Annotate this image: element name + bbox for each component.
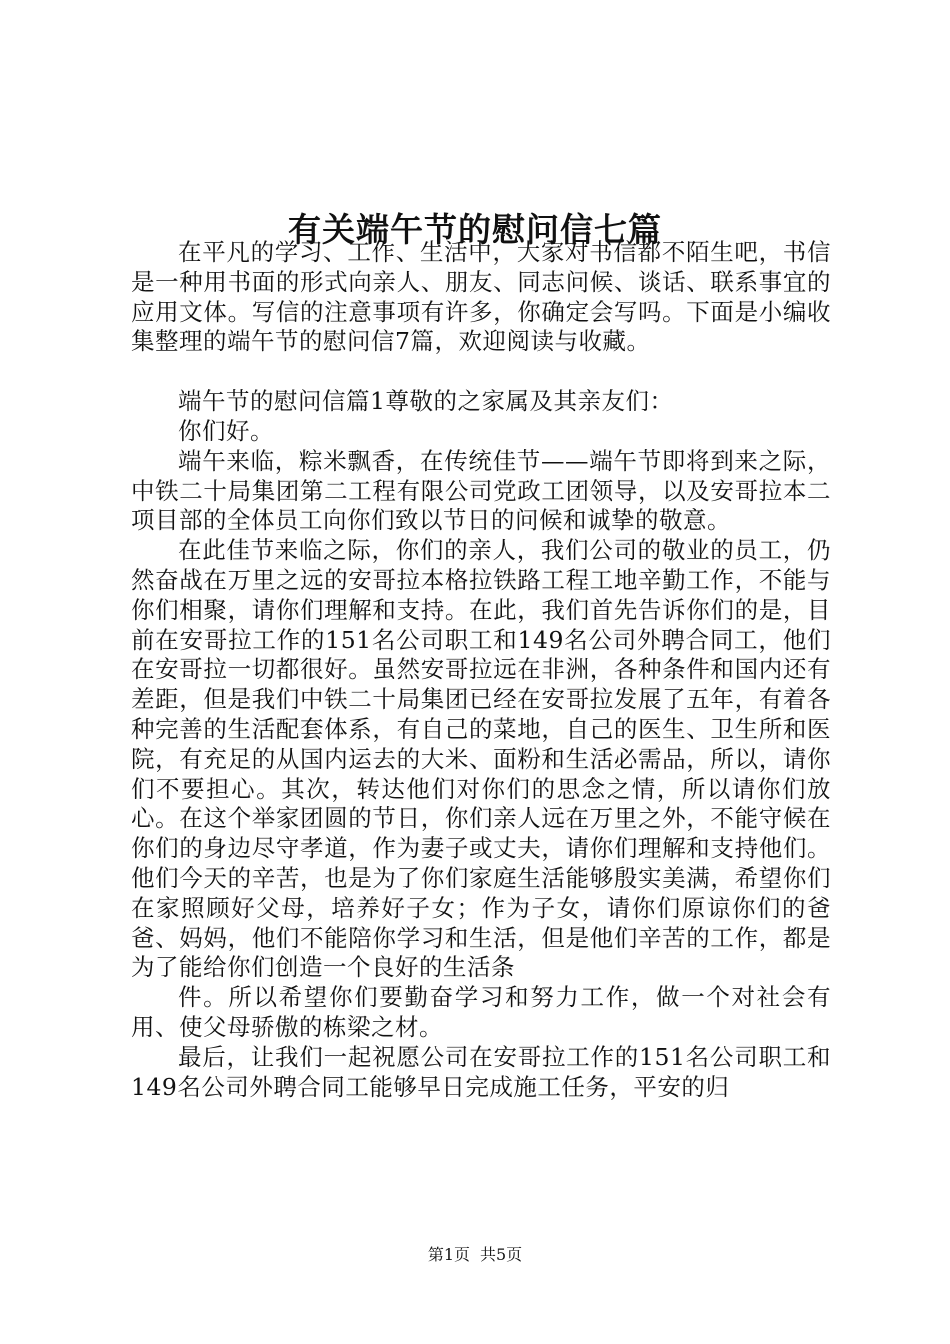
body-paragraph: 端午来临，粽米飘香，在传统佳节——端午节即将到来之际，中铁二十局集团第二工程有限公司党政工团领导，以及安哥拉本二项目部的全体员工向你们致以节日的问候和诚挚的敬意。 (131, 446, 831, 535)
letter-heading: 端午节的慰问信篇1尊敬的之家属及其亲友们： (178, 387, 674, 416)
paragraph-spacer (131, 357, 831, 387)
body-paragraph: 在此佳节来临之际，你们的亲人，我们公司的敬业的员工，仍然奋战在万里之远的安哥拉本格拉铁路工程工地辛勤工作，不能与你们相聚，请你们理解和支持。在此，我们首先告诉你们的是，目前在安哥拉工作的151名公司职工和149名公司外聘合同工，他们在安哥拉一切都很好。虽然安哥拉远在非洲，各种条件和国内还有差距，但是我们中铁二十局集团已经在安哥拉发展了五年，有着各种完善的生活配套体系，有自己的菜地，自己的医生、卫生所和医院，有充足的从国内运去的大米、面粉和生活必需品，所以，请你们不要担心。其次，转达他们对你们的思念之情，所以请你们放心。在这个举家团圆的节日，你们亲人远在万里之外，不能守候在你们的身边尽守孝道，作为妻子或丈夫，请你们理解和支持他们。他们今天的辛苦，也是为了你们家庭生活能够殷实美满，希望你们在家照顾好父母，培养好子女；作为子女，请你们原谅你们的爸爸、妈妈，他们不能陪你学习和生活，但是他们辛苦的工作，都是为了能给你们创造一个良好的生活条 (131, 536, 831, 982)
document-title: 有关端午节的慰问信七篇 (288, 210, 662, 250)
page-total: 共5页 (480, 1245, 523, 1264)
greeting: 你们好。 (178, 416, 274, 445)
intro-paragraph: 在平凡的学习、工作、生活中，大家对书信都不陌生吧，书信是一种用书面的形式向亲人、朋友、同志问候、谈话、联系事宜的应用文体。写信的注意事项有许多，你确定会写吗。下面是小编收集整理的端午节的慰问信7篇，欢迎阅读与收藏。 (131, 238, 831, 356)
body-paragraph: 件。所以希望你们要勤奋学习和努力工作，做一个对社会有用、使父母骄傲的栋梁之材。 (131, 983, 831, 1041)
document-body (131, 238, 831, 1102)
page-number: 第1页 (427, 1245, 470, 1264)
page-footer (0, 1244, 950, 1266)
body-paragraph: 最后，让我们一起祝愿公司在安哥拉工作的151名公司职工和149名公司外聘合同工能够早日完成施工任务，平安的归 (131, 1042, 831, 1101)
